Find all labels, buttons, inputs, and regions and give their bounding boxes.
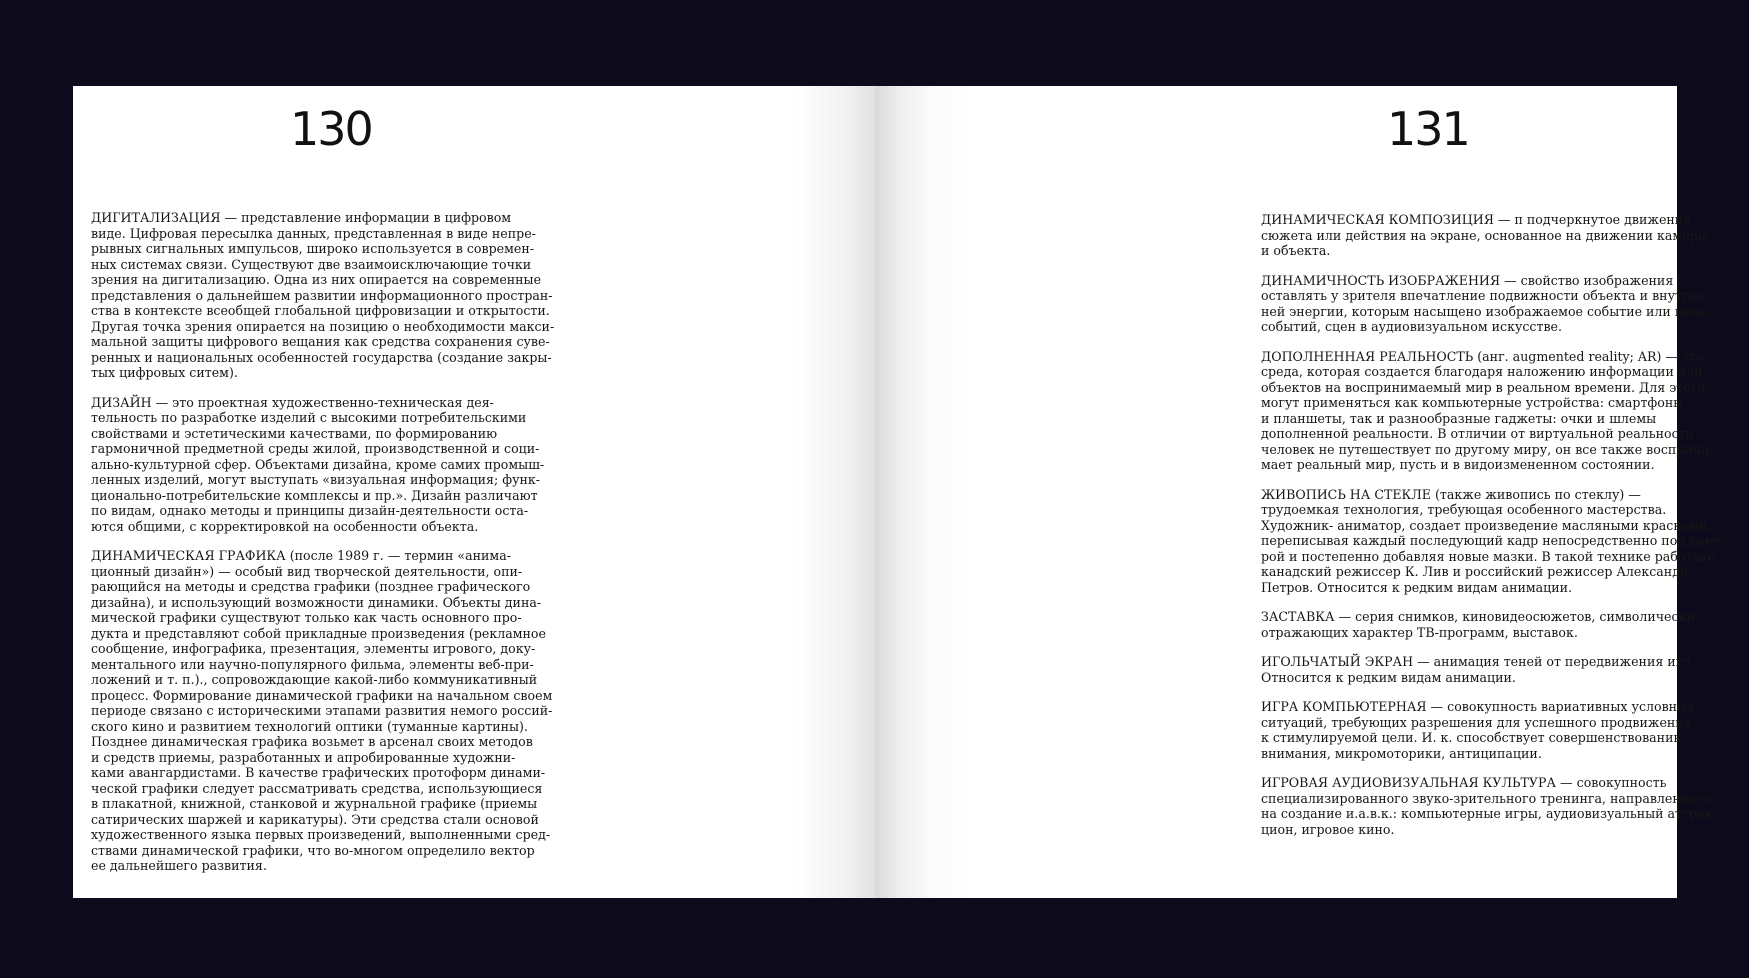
- glossary-entry: [1261, 775, 1747, 837]
- text-line: ИГРА КОМПЬЮТЕРНАЯ — совокупность вариативных условных: [1261, 699, 1695, 714]
- page-number: 130: [290, 102, 372, 156]
- text-line: ситуаций, требующих разрешения для успешного продвижения: [1261, 714, 1692, 730]
- text-line: ДИГИТАЛИЗАЦИЯ — представление информации в цифровом: [91, 210, 512, 225]
- glossary-entry: [1261, 273, 1747, 335]
- text-line: ЖИВОПИСЬ НА СТЕКЛЕ (также живопись по стеклу) —: [1261, 486, 1641, 502]
- text-column: [1261, 212, 1747, 851]
- text-line: и объекта.: [1261, 243, 1331, 258]
- text-line: по видам, однако методы и принципы дизайн-деятельности оста-: [91, 503, 529, 518]
- text-line: ционный дизайн») — особый вид творческой деятельности, опи-: [91, 563, 523, 579]
- book-spread: [73, 86, 1726, 898]
- text-line: зрения на дигитализацию. Одна из них опирается на современные: [91, 272, 542, 287]
- text-line: мальной защиты цифрового вещания как средства сохранения суве-: [91, 334, 550, 349]
- text-line: ИГОЛЬЧАТЫЙ ЭКРАН — анимация теней от передвижения игл.: [1261, 654, 1695, 669]
- text-line: ложений и т. п.)., сопровождающие какой-либо коммуникативный: [91, 672, 538, 687]
- page-number: 131: [1387, 102, 1469, 156]
- text-line: ИГРОВАЯ АУДИОВИЗУАЛЬНАЯ КУЛЬТУРА — совокупность: [1261, 775, 1667, 790]
- text-line: событий, сцен в аудиовизуальном искусстве.: [1261, 319, 1562, 334]
- glossary-entry: [1261, 349, 1747, 473]
- text-line: ствами динамической графики, что во-многом определило вектор: [91, 842, 535, 858]
- text-line: представления о дальнейшем развитии информационного простран-: [91, 287, 553, 303]
- left-page: [73, 86, 875, 898]
- text-line: художественного языка первых произведений, выполненными сред-: [91, 827, 551, 842]
- text-line: виде. Цифровая пересылка данных, представленная в виде непре-: [91, 225, 536, 241]
- text-line: рывных сигнальных импульсов, широко используется в современ-: [91, 241, 535, 256]
- text-line: ально-культурной сфер. Объектами дизайна, кроме самих промыш-: [91, 456, 545, 472]
- text-line: дукта и представляют собой прикладные произведения (рекламное: [91, 625, 546, 641]
- glossary-entry: [1261, 487, 1747, 596]
- text-line: ДОПОЛНЕННАЯ РЕАЛЬНОСТЬ (анг. augmented reality; AR) — это: [1261, 348, 1704, 364]
- text-line: ментального или научно-популярного фильма, элементы веб-при-: [91, 656, 534, 672]
- text-line: и планшеты, так и разнообразные гаджеты: очки и шлемы: [1261, 410, 1657, 426]
- glossary-entry: [91, 210, 563, 381]
- text-line: сюжета или действия на экране, основанное на движении камеры: [1261, 227, 1708, 243]
- text-line: гармоничной предметной среды жилой, производственной и соци-: [91, 441, 540, 456]
- text-line: к стимулируемой цели. И. к. способствует совершенствованию: [1261, 730, 1685, 745]
- text-line: переписывая каждый последующий кадр непосредственно под каме-: [1261, 533, 1726, 548]
- text-line: Петров. Относится к редким видам анимации.: [1261, 579, 1573, 595]
- text-line: ренных и национальных особенностей государства (создание закры-: [91, 349, 552, 365]
- text-line: дизайна), и использующий возможности динамики. Объекты дина-: [91, 594, 542, 610]
- text-line: Позднее динамическая графика возьмет в арсенал своих методов: [91, 734, 533, 749]
- text-line: ленных изделий, могут выступать «визуальная информация; функ-: [91, 472, 541, 487]
- text-line: ются общими, с корректировкой на особенности объекта.: [91, 518, 479, 534]
- glossary-entry: [91, 395, 563, 535]
- text-line: Художник- аниматор, создает произведение масляными красками,: [1261, 517, 1711, 533]
- text-line: ческой графики следует рассматривать средства, использующиеся: [91, 780, 543, 796]
- text-line: ДИНАМИЧЕСКАЯ ГРАФИКА (после 1989 г. — термин «анима-: [91, 548, 511, 563]
- text-line: свойствами и эстетическими качествами, по формированию: [91, 425, 498, 441]
- text-line: канадский режиссер К. Лив и российский режиссер Александр: [1261, 564, 1689, 579]
- text-line: ДИЗАЙН — это проектная художественно-техническая дея-: [91, 394, 494, 410]
- text-line: ками авангардистами. В качестве графических протоформ динами-: [91, 765, 546, 780]
- text-line: внимания, микромоторики, антиципации.: [1261, 745, 1542, 761]
- text-line: цион, игровое кино.: [1261, 821, 1395, 837]
- text-column: [91, 210, 563, 888]
- text-line: ных системах связи. Существуют две взаимоисключающие точки: [91, 256, 532, 272]
- text-line: среда, которая создается благодаря наложению информации или: [1261, 364, 1703, 379]
- text-line: процесс. Формирование динамической графики на начальном своем: [91, 687, 553, 703]
- text-line: трудоемкая технология, требующая особенного мастерства.: [1261, 502, 1667, 517]
- text-line: ДИНАМИЧНОСТЬ ИЗОБРАЖЕНИЯ — свойство изображения: [1261, 272, 1674, 288]
- text-line: ней энергии, которым насыщено изображаемое событие или цель: [1261, 303, 1706, 319]
- text-line: Относится к редким видам анимации.: [1261, 669, 1516, 685]
- text-line: оставлять у зрителя впечатление подвижности объекта и внутрен-: [1261, 288, 1711, 303]
- text-line: ского кино и развитием технологий оптики (туманные картины).: [91, 718, 528, 734]
- text-line: могут применяться как компьютерные устройства: смартфоны: [1261, 395, 1684, 410]
- glossary-entry: [1261, 699, 1747, 761]
- text-line: человек не путешествует по другому миру, он все также восприни-: [1261, 441, 1714, 457]
- glossary-entry: [1261, 609, 1747, 640]
- text-line: сообщение, инфографика, презентация, элементы игрового, доку-: [91, 641, 536, 656]
- text-line: и средств приемы, разработанных и апробированные художни-: [91, 749, 516, 765]
- glossary-entry: [1261, 212, 1747, 259]
- text-line: мической графики существуют только как часть основного про-: [91, 610, 522, 625]
- text-line: ДИНАМИЧЕСКАЯ КОМПОЗИЦИЯ — п подчеркнутое движение: [1261, 212, 1691, 227]
- text-line: тых цифровых ситем).: [91, 365, 238, 380]
- text-line: дополненной реальности. В отличии от виртуальной реальности: [1261, 426, 1695, 441]
- text-line: ее дальнейшего развития.: [91, 858, 267, 873]
- text-line: мает реальный мир, пусть и в видоизмененном состоянии.: [1261, 457, 1655, 472]
- glossary-entry: [91, 548, 563, 874]
- text-line: ства в контексте всеобщей глобальной цифровизации и открытости.: [91, 303, 550, 318]
- text-line: ционально-потребительские комплексы и пр.». Дизайн различают: [91, 487, 538, 503]
- text-line: специализированного звуко-зрительного тренинга, направленного: [1261, 790, 1711, 806]
- text-line: рой и постепенно добавляя новые мазки. В такой технике работают: [1261, 548, 1718, 564]
- text-line: объектов на воспринимаемый мир в реальном времени. Для этого: [1261, 379, 1706, 395]
- text-line: в плакатной, книжной, станковой и журнальной графике (приемы: [91, 796, 538, 811]
- text-line: отражающих характер ТВ-программ, выставок.: [1261, 624, 1578, 640]
- text-line: на создание и.а.в.к.: компьютерные игры, аудиовизуальный аттрак-: [1261, 806, 1717, 821]
- text-line: периоде связано с историческими этапами развития немого россий-: [91, 703, 553, 718]
- text-line: тельность по разработке изделий с высокими потребительскими: [91, 410, 527, 425]
- right-page: [875, 86, 1726, 898]
- text-line: ЗАСТАВКА — серия снимков, киновидеосюжетов, символически: [1261, 609, 1695, 624]
- text-line: рающийся на методы и средства графики (позднее графического: [91, 579, 531, 594]
- text-line: сатирических шаржей и карикатуры). Эти средства стали основой: [91, 811, 539, 827]
- glossary-entry: [1261, 654, 1747, 685]
- text-line: Другая точка зрения опирается на позицию о необходимости макси-: [91, 318, 555, 334]
